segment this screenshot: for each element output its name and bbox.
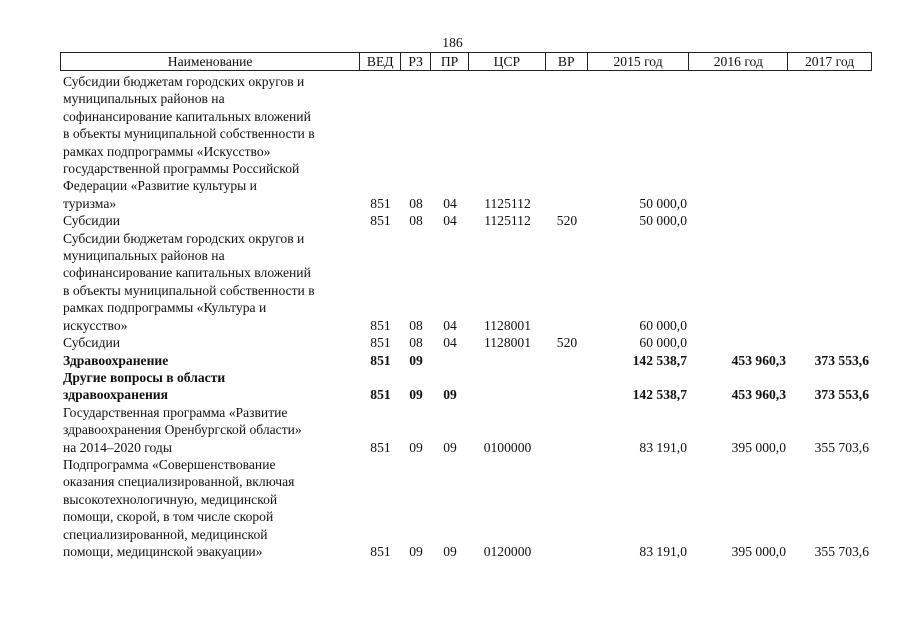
cell-2015: 60 000,0 — [639, 335, 687, 351]
cell-pr: 04 — [443, 317, 457, 333]
name-line: высокотехнологичную, медицинской — [63, 491, 278, 507]
cell-ved: 851 — [370, 387, 391, 403]
cell-vr: 520 — [556, 213, 578, 229]
cell-2016: 395 000,0 — [731, 439, 786, 455]
cell-pr: 04 — [443, 335, 457, 351]
name-line: государственной программы Российской — [63, 161, 300, 177]
cell-2015: 60 000,0 — [639, 317, 687, 333]
name-line: специализированной, медицинской — [63, 526, 268, 542]
name-line: здравоохранения Оренбургской области» — [63, 422, 302, 438]
cell-name — [60, 334, 360, 351]
cell-2017: 373 553,6 — [814, 352, 869, 368]
cell-pr: 09 — [443, 439, 457, 455]
cell-2016: 453 960,3 — [731, 387, 786, 403]
cell-rz: 08 — [409, 213, 423, 229]
cell-ved: 851 — [370, 335, 391, 351]
name-line: рамках подпрограммы «Искусство» — [63, 143, 271, 159]
name-line: Субсидии — [63, 335, 121, 351]
cell-2015: 142 538,7 — [632, 352, 687, 368]
cell-csr: 1125112 — [484, 195, 531, 211]
table-row — [60, 456, 872, 560]
header-csr: ЦСР — [469, 53, 546, 70]
header-name: Наименование — [61, 53, 360, 70]
table-row — [60, 212, 872, 229]
page-number: 186 — [442, 35, 463, 50]
name-line: Субсидии бюджетам городских округов и — [63, 230, 305, 246]
cell-rz: 08 — [409, 195, 423, 211]
cell-2017: 355 703,6 — [814, 439, 869, 455]
cell-ved: 851 — [370, 352, 391, 368]
cell-pr: 09 — [443, 387, 457, 403]
cell-name — [60, 352, 360, 369]
name-line: софинансирование капитальных вложений — [63, 265, 311, 281]
cell-rz: 08 — [409, 335, 423, 351]
cell-rz: 09 — [409, 352, 423, 368]
cell-name — [60, 230, 360, 334]
cell-csr: 1125112 — [484, 213, 531, 229]
cell-ved: 851 — [370, 195, 391, 211]
table-row — [60, 230, 872, 334]
name-line: на 2014–2020 годы — [63, 439, 172, 455]
cell-rz: 09 — [409, 439, 423, 455]
cell-csr: 0120000 — [483, 543, 532, 559]
name-line: искусство» — [63, 317, 128, 333]
name-line: Субсидии — [63, 213, 121, 229]
cell-csr: 1128001 — [483, 335, 532, 351]
header-2016: 2016 год — [689, 53, 788, 70]
cell-2017: 355 703,6 — [814, 543, 869, 559]
name-line: Подпрограмма «Совершенствование — [63, 456, 276, 472]
table-row — [60, 369, 872, 404]
header-pr: ПР — [431, 53, 469, 70]
name-line: софинансирование капитальных вложений — [63, 108, 311, 124]
cell-vr: 520 — [556, 335, 578, 351]
header-rz: РЗ — [401, 53, 431, 70]
cell-pr: 09 — [443, 543, 457, 559]
name-line: в объекты муниципальной собственности в — [63, 126, 315, 142]
cell-2015: 142 538,7 — [632, 387, 687, 403]
cell-2015: 83 191,0 — [639, 439, 687, 455]
cell-pr: 04 — [443, 195, 457, 211]
cell-ved: 851 — [370, 439, 391, 455]
header-vr: ВР — [546, 53, 588, 70]
cell-rz: 09 — [409, 387, 423, 403]
table-header — [60, 52, 872, 71]
name-line: Государственная программа «Развитие — [63, 404, 288, 420]
name-line: рамках подпрограммы «Культура и — [63, 300, 267, 316]
header-ved: ВЕД — [360, 53, 401, 70]
name-line: в объекты муниципальной собственности в — [63, 282, 315, 298]
name-line: туризма» — [63, 195, 117, 211]
cell-rz: 08 — [409, 317, 423, 333]
cell-csr: 1128001 — [483, 317, 532, 333]
cell-ved: 851 — [370, 213, 391, 229]
cell-ved: 851 — [370, 317, 391, 333]
table-row — [60, 73, 872, 212]
name-line: муниципальных районов на — [63, 91, 225, 107]
cell-name — [60, 212, 360, 229]
cell-ved: 851 — [370, 543, 391, 559]
name-line: Субсидии бюджетам городских округов и — [63, 74, 305, 89]
table-row — [60, 334, 872, 351]
cell-pr: 04 — [443, 213, 457, 229]
name-line: помощи, скорой, в том числе скорой — [63, 509, 274, 525]
cell-2015: 83 191,0 — [639, 543, 687, 559]
cell-name — [60, 456, 360, 560]
cell-2017: 373 553,6 — [814, 387, 869, 403]
cell-name — [60, 404, 360, 456]
name-line: помощи, медицинской эвакуации» — [63, 543, 263, 559]
table-body — [60, 73, 872, 560]
cell-2015: 50 000,0 — [639, 213, 687, 229]
table-row — [60, 404, 872, 456]
cell-rz: 09 — [409, 543, 423, 559]
cell-name — [60, 369, 360, 404]
cell-name — [60, 73, 360, 212]
cell-2016: 395 000,0 — [731, 543, 786, 559]
name-line: Федерации «Развитие культуры и — [63, 178, 257, 194]
name-line: оказания специализированной, включая — [63, 474, 295, 490]
name-line: Здравоохранение — [63, 352, 169, 368]
name-line: Другие вопросы в области — [63, 369, 226, 385]
cell-2016: 453 960,3 — [731, 352, 786, 368]
header-2017: 2017 год — [805, 54, 855, 69]
cell-2015: 50 000,0 — [639, 195, 687, 211]
header-2015: 2015 год — [588, 53, 690, 70]
table-row — [60, 352, 872, 369]
name-line: здравоохранения — [63, 387, 168, 403]
name-line: муниципальных районов на — [63, 248, 225, 264]
cell-csr: 0100000 — [483, 439, 532, 455]
